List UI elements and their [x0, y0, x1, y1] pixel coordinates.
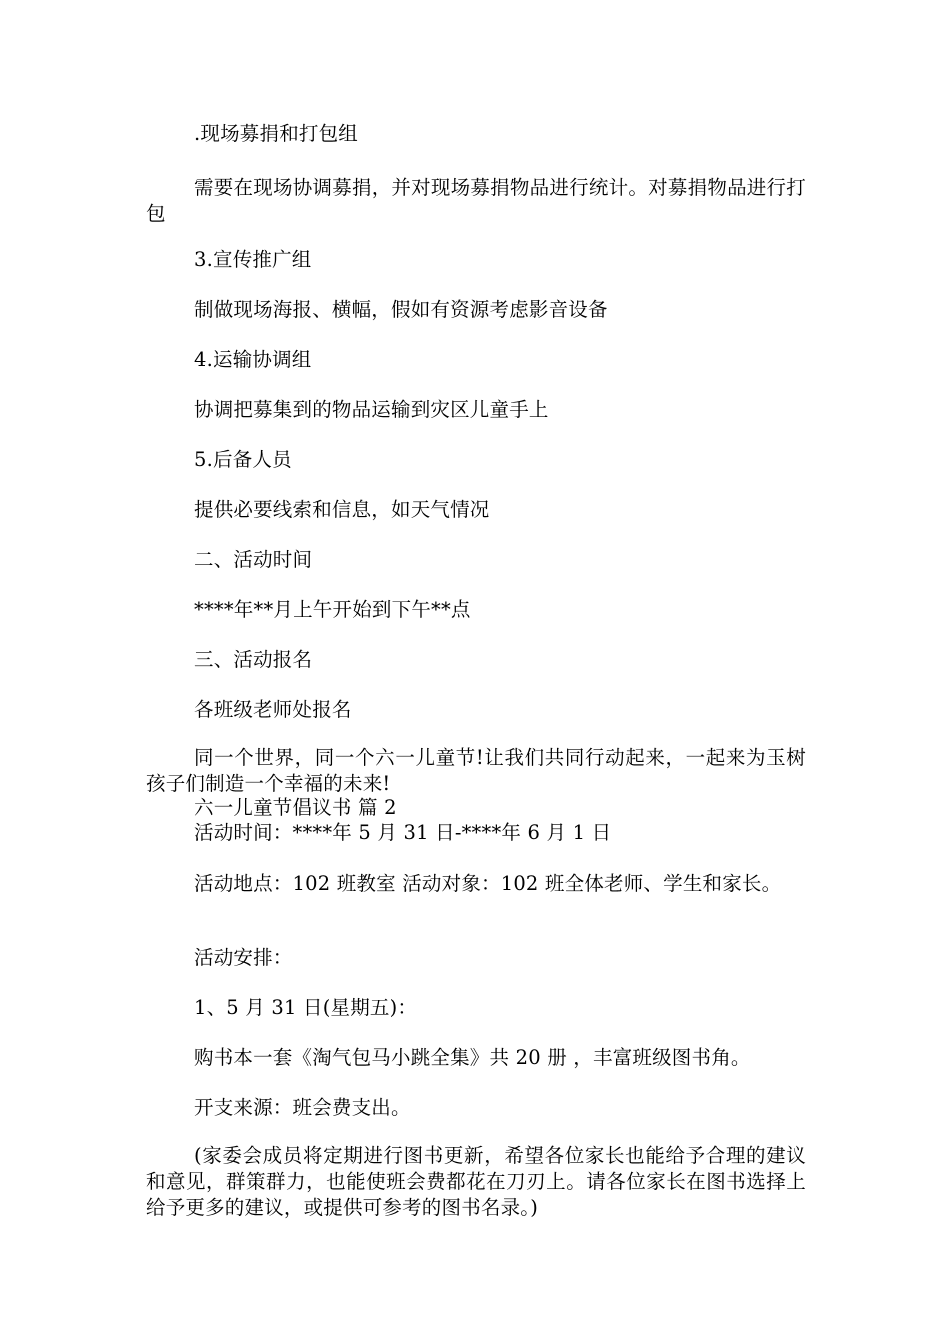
paragraph-transport-desc: 协调把募集到的物品运输到灾区儿童手上: [194, 398, 549, 421]
paragraph-backup-desc: 提供必要线索和信息，如天气情况: [194, 498, 490, 521]
heading-onsite-donation-group: .现场募捐和打包组: [194, 122, 358, 145]
paragraph-promotion-desc: 制做现场海报、横幅，假如有资源考虑影音设备: [194, 298, 608, 321]
heading-arrangement: 活动安排：: [194, 946, 293, 969]
heading-registration: 三、活动报名: [194, 648, 313, 671]
paragraph-event-time: 活动时间：****年 5 月 31 日-****年 6 月 1 日: [194, 821, 612, 844]
heading-may-31: 1、5 月 31 日(星期五)：: [194, 996, 418, 1019]
paragraph-book-purchase: 购书本一套《淘气包马小跳全集》共 20 册 ，丰富班级图书角。: [194, 1046, 751, 1069]
paragraph-event-location: 活动地点：102 班教室 活动对象：102 班全体老师、学生和家长。: [194, 872, 782, 895]
heading-backup-staff: 5.后备人员: [194, 448, 292, 471]
paragraph-registration: 各班级老师处报名: [194, 698, 352, 721]
paragraph-call-to-action: 同一个世界，同一个六一儿童节!让我们共同行动起来，一起来为玉树孩子们制造一个幸福的未来!: [146, 746, 806, 795]
paragraph-expense-source: 开支来源：班会费支出。: [194, 1096, 411, 1119]
heading-transport-group: 4.运输协调组: [194, 348, 312, 371]
paragraph-parent-committee-note: (家委会成员将定期进行图书更新，希望各位家长也能给予合理的建议和意见，群策群力，也能使班会费都花在刀刃上。请各位家长在图书选择上给予更多的建议，或提供可参考的图书名录。): [146, 1144, 806, 1219]
paragraph-onsite-donation-desc: 需要在现场协调募捐，并对现场募捐物品进行统计。对募捐物品进行打包: [146, 176, 806, 225]
paragraph-activity-time: ****年**月上午开始到下午**点: [194, 598, 471, 621]
section-title-part-2: 六一儿童节倡议书 篇 2: [194, 796, 397, 819]
heading-promotion-group: 3.宣传推广组: [194, 248, 312, 271]
heading-activity-time: 二、活动时间: [194, 548, 313, 571]
